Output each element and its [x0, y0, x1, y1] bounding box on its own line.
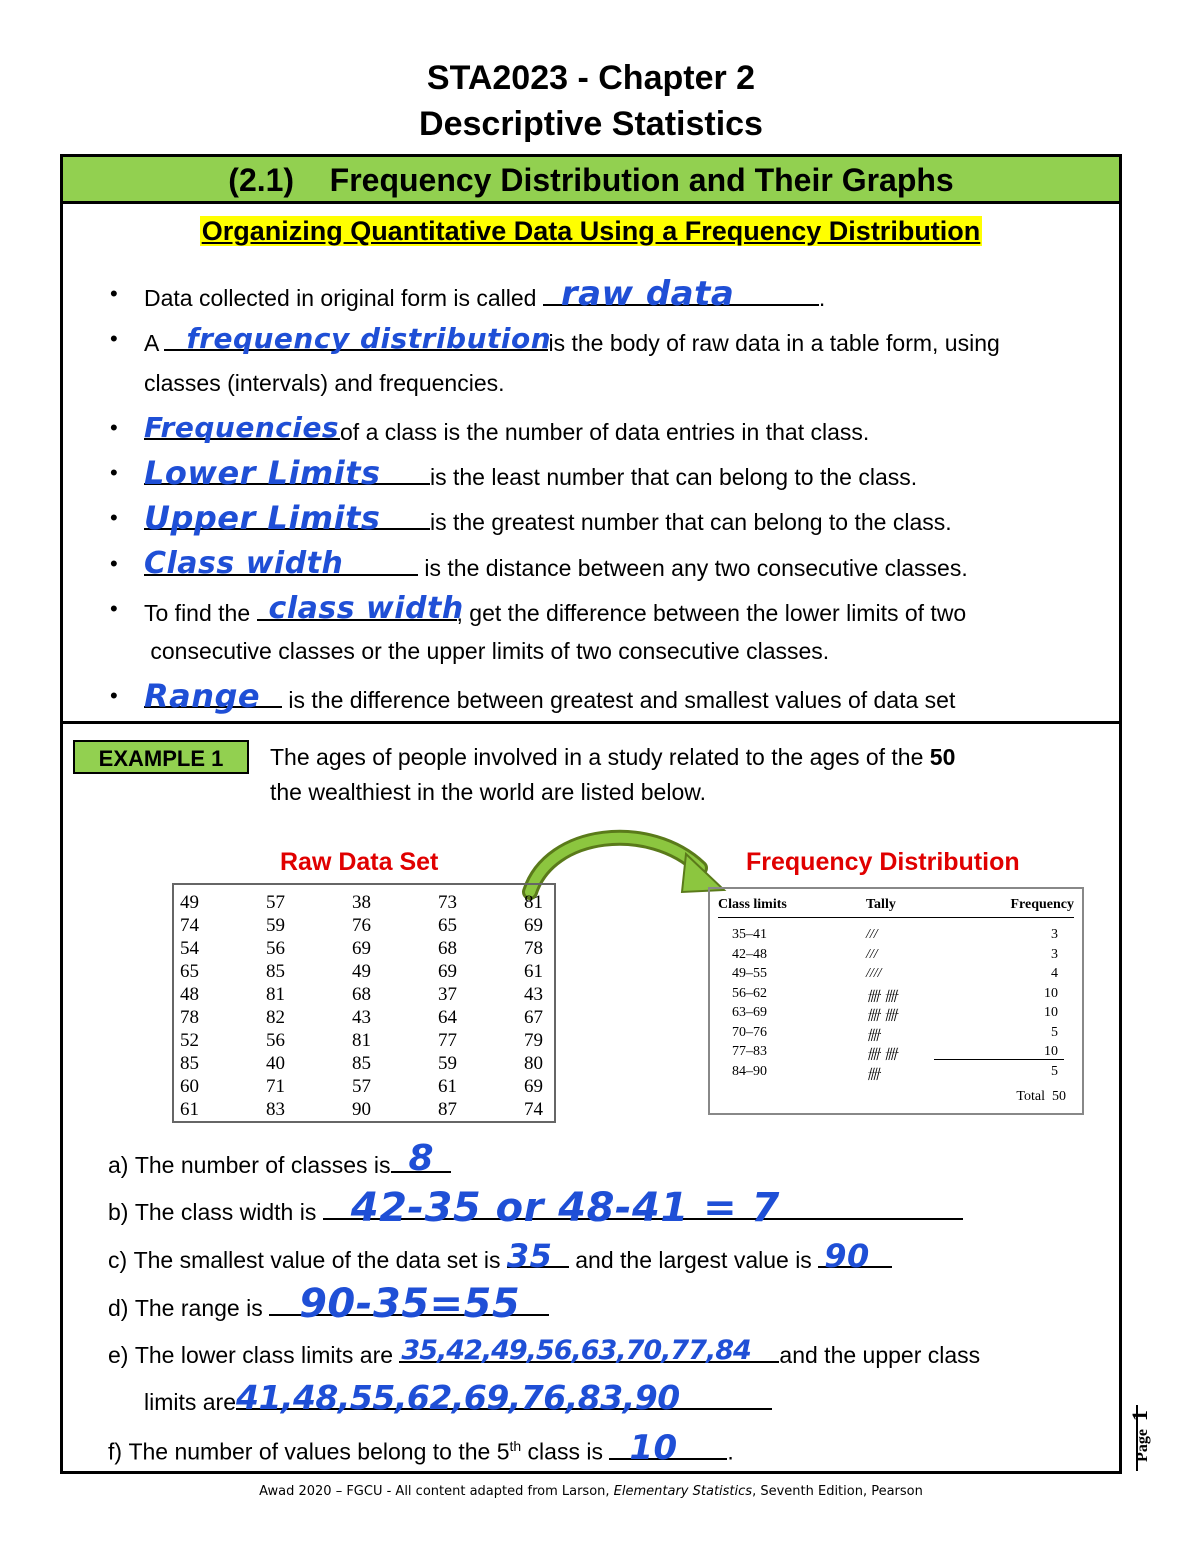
- raw-data-cell: 61: [438, 1076, 457, 1097]
- question-f: f) The number of values belong to the 5th class is 10 .: [108, 1427, 734, 1468]
- blank-smallest: [506, 1237, 569, 1275]
- raw-data-cell: 81: [524, 892, 543, 913]
- raw-data-row: [180, 960, 610, 983]
- doc-title-line2: Descriptive Statistics: [419, 105, 763, 143]
- bullet-dot: •: [110, 326, 118, 351]
- raw-data-cell: 85: [180, 1053, 199, 1074]
- raw-data-cell: 48: [180, 984, 199, 1005]
- raw-data-label: Raw Data Set: [280, 848, 439, 876]
- section-divider: [63, 721, 1119, 724]
- raw-data-cell: 85: [266, 961, 285, 982]
- question-a: a) The number of classes is 8: [108, 1147, 451, 1179]
- freq-class-limits: 35–41: [732, 927, 767, 942]
- freq-tally: 卌 卌: [866, 1009, 898, 1024]
- answer-frequency-distribution: frequency distribution: [186, 322, 552, 355]
- raw-data-cell: 77: [438, 1030, 457, 1051]
- raw-data-cell: 56: [266, 1030, 285, 1051]
- raw-data-row: [180, 1075, 610, 1098]
- freq-header-class-limits: Class limits: [718, 897, 787, 912]
- raw-data-cell: 78: [524, 938, 543, 959]
- answer-range: Range: [144, 677, 261, 715]
- raw-data-cell: 74: [180, 915, 199, 936]
- total-rule: [934, 1059, 1064, 1060]
- question-d: d) The range is 90-35=55: [108, 1290, 549, 1322]
- blank-range: [144, 677, 282, 715]
- section-heading: (2.1) Frequency Distribution and Their Graphs: [63, 157, 1119, 204]
- page-number-tag: [1128, 1405, 1152, 1475]
- raw-data-cell: 57: [266, 892, 285, 913]
- raw-data-cell: 65: [180, 961, 199, 982]
- blank-frequencies: [144, 411, 340, 444]
- freq-tally: 卌 卌: [866, 989, 898, 1005]
- raw-data-row: [180, 1098, 610, 1121]
- raw-data-cell: 74: [524, 1099, 543, 1120]
- raw-data-cell: 68: [352, 984, 371, 1005]
- raw-data-cell: 60: [180, 1076, 199, 1097]
- blank-find-class-width: [257, 591, 464, 626]
- blank-lower-limits-list: [399, 1335, 779, 1366]
- blank-lower-limits: [144, 454, 430, 492]
- bullet-dot: •: [110, 505, 118, 530]
- raw-data-cell: 69: [352, 938, 371, 959]
- raw-data-row: [180, 983, 610, 1006]
- freq-count: 3: [1051, 927, 1058, 942]
- answer-frequencies: Frequencies: [144, 411, 340, 444]
- raw-data-cell: 65: [438, 915, 457, 936]
- blank-largest: [818, 1237, 892, 1275]
- freq-row: [732, 927, 1072, 947]
- freq-count: 5: [1051, 1024, 1058, 1040]
- bullet-dot: •: [110, 281, 118, 306]
- answer-range-calc: 90-35=55: [299, 1281, 521, 1327]
- footer-citation: Awad 2020 – FGCU - All content adapted from Larson, Elementary Statistics, Seventh Edition, Pearson: [259, 1484, 923, 1499]
- raw-data-cell: 85: [352, 1053, 371, 1074]
- bullet-frequency-distribution: • A frequency distribution is the body of raw data in a table form, using: [110, 322, 1000, 356]
- blank-upper-limits: [144, 499, 430, 537]
- freq-class-limits: 70–76: [732, 1024, 767, 1040]
- example-text-line1: The ages of people involved in a study related to the ages of the 50: [270, 744, 956, 770]
- raw-data-cell: 69: [438, 961, 457, 982]
- bullet-frequency-distribution-cont: classes (intervals) and frequencies.: [144, 370, 505, 396]
- raw-data-cell: 49: [352, 961, 371, 982]
- freq-count: 10: [1044, 985, 1058, 1001]
- freq-tally: ///: [866, 927, 878, 942]
- raw-data-cell: 68: [438, 938, 457, 959]
- raw-data-cell: 56: [266, 938, 285, 959]
- freq-header: [718, 897, 1074, 918]
- answer-upper-limits: Upper Limits: [144, 499, 381, 537]
- raw-data-row: [180, 914, 610, 937]
- answer-find-class-width: class width: [268, 591, 464, 626]
- raw-data-cell: 43: [524, 984, 543, 1005]
- raw-data-row: [180, 1052, 610, 1075]
- blank-upper-limits-list: [236, 1378, 772, 1417]
- freq-class-limits: 84–90: [732, 1063, 767, 1079]
- raw-data-cell: 59: [438, 1053, 457, 1074]
- freq-count: 10: [1044, 1044, 1058, 1059]
- raw-data-cell: 69: [524, 915, 543, 936]
- page-label: Page 1: [1126, 1410, 1152, 1462]
- raw-data-row: [180, 891, 610, 914]
- raw-data-cell: 90: [352, 1099, 371, 1120]
- bullet-dot: •: [110, 683, 118, 708]
- blank-class-width: [144, 546, 418, 581]
- answer-upper-limits-list: 41,48,55,62,69,76,83,90: [236, 1378, 680, 1417]
- bullet-dot: •: [110, 415, 118, 440]
- bullet-lower-limits: • Lower Limits is the least number that can belong to the class.: [110, 454, 918, 492]
- subheading: Organizing Quantitative Data Using a Frequency Distribution: [201, 216, 981, 246]
- freq-class-limits: 42–48: [732, 946, 767, 962]
- freq-total: Total 50: [1016, 1089, 1066, 1104]
- raw-data-cell: 61: [524, 961, 543, 982]
- freq-row: [732, 947, 1072, 967]
- freq-class-limits: 49–55: [732, 966, 767, 981]
- freq-class-limits: 77–83: [732, 1044, 767, 1059]
- raw-data-cell: 69: [524, 1076, 543, 1097]
- question-e-cont: limits are 41,48,55,62,69,76,83,90: [144, 1384, 772, 1416]
- freq-count: 5: [1051, 1063, 1058, 1079]
- raw-data-cell: 43: [352, 1007, 371, 1028]
- raw-data-cell: 49: [180, 892, 199, 913]
- question-c: c) The smallest value of the data set is 35 and the largest value is 90: [108, 1242, 892, 1274]
- raw-data-cell: 61: [180, 1099, 199, 1120]
- raw-data-cell: 81: [352, 1030, 371, 1051]
- freq-tally: ///: [866, 946, 878, 962]
- freq-class-limits: 56–62: [732, 985, 767, 1001]
- bullet-frequencies: • Frequencies of a class is the number of data entries in that class.: [110, 411, 870, 445]
- raw-data-cell: 87: [438, 1099, 457, 1120]
- bullet-upper-limits: • Upper Limits is the greatest number that can belong to the class.: [110, 499, 952, 537]
- question-b: b) The class width is 42-35 or 48-41 = 7: [108, 1194, 963, 1226]
- freq-row: [732, 1025, 1072, 1045]
- raw-data-cell: 37: [438, 984, 457, 1005]
- raw-data-cell: 79: [524, 1030, 543, 1051]
- frequency-table: [708, 887, 1084, 1115]
- raw-data-cell: 73: [438, 892, 457, 913]
- raw-data-grid: [180, 891, 610, 1121]
- freq-dist-label: Frequency Distribution: [746, 848, 1020, 876]
- freq-row: [732, 986, 1072, 1006]
- raw-data-cell: 40: [266, 1053, 285, 1074]
- freq-tally: ////: [866, 966, 882, 981]
- freq-header-tally: Tally: [866, 897, 896, 912]
- bullet-class-width: • Class width is the distance between any two consecutive classes.: [110, 546, 968, 581]
- bullet-range: • Range is the difference between greatest and smallest values of data set: [110, 677, 956, 715]
- answer-largest: 90: [824, 1237, 870, 1275]
- answer-class-width-calc: 42-35 or 48-41 = 7: [350, 1185, 780, 1231]
- raw-data-cell: 81: [266, 984, 285, 1005]
- raw-data-cell: 54: [180, 938, 199, 959]
- question-e: e) The lower class limits are 35,42,49,56,63,70,77,84 and the upper class: [108, 1335, 981, 1368]
- raw-data-cell: 71: [266, 1076, 285, 1097]
- raw-data-cell: 82: [266, 1007, 285, 1028]
- freq-class-limits: 63–69: [732, 1005, 767, 1020]
- freq-count: 10: [1044, 1005, 1058, 1020]
- bullet-raw-data: • Data collected in original form is called raw data .: [110, 274, 826, 314]
- blank-raw-data: [543, 274, 819, 314]
- freq-tally: 卌: [866, 1067, 880, 1083]
- freq-row: [732, 1044, 1072, 1064]
- raw-data-cell: 57: [352, 1076, 371, 1097]
- freq-tally: 卌 卌: [866, 1048, 898, 1063]
- raw-data-cell: 64: [438, 1007, 457, 1028]
- raw-data-cell: 80: [524, 1053, 543, 1074]
- blank-fifth-class: [609, 1427, 727, 1468]
- answer-smallest: 35: [506, 1237, 553, 1275]
- raw-data-cell: 38: [352, 892, 371, 913]
- raw-data-row: [180, 1029, 610, 1052]
- bullet-find-class-width: • To find the class width , get the difference between the lower limits of two: [110, 591, 967, 626]
- bullet-dot: •: [110, 596, 118, 621]
- raw-data-cell: 83: [266, 1099, 285, 1120]
- example-text-line2: the wealthiest in the world are listed below.: [270, 779, 706, 805]
- freq-count: 3: [1051, 946, 1058, 962]
- raw-data-table: [172, 883, 556, 1123]
- answer-lower-limits: Lower Limits: [144, 454, 381, 492]
- answer-lower-limits-list: 35,42,49,56,63,70,77,84: [401, 1335, 751, 1366]
- blank-frequency-distribution: [164, 322, 552, 355]
- raw-data-row: [180, 937, 610, 960]
- subheading-wrap: [0, 216, 1182, 247]
- answer-raw-data: raw data: [560, 274, 735, 314]
- bullet-find-class-width-cont: consecutive classes or the upper limits of two consecutive classes.: [144, 638, 830, 664]
- example-badge: EXAMPLE 1: [73, 740, 249, 774]
- freq-row: [732, 966, 1072, 986]
- answer-num-classes: 8: [408, 1138, 435, 1179]
- raw-data-cell: 78: [180, 1007, 199, 1028]
- freq-count: 4: [1051, 966, 1058, 981]
- freq-row: [732, 1064, 1072, 1084]
- raw-data-cell: 59: [266, 915, 285, 936]
- freq-tally: 卌: [866, 1028, 880, 1044]
- freq-header-frequency: Frequency: [1010, 897, 1074, 912]
- raw-data-cell: 67: [524, 1007, 543, 1028]
- answer-class-width: Class width: [144, 546, 344, 581]
- bullet-dot: •: [110, 551, 118, 576]
- raw-data-cell: 52: [180, 1030, 199, 1051]
- blank-num-classes: [391, 1138, 451, 1179]
- raw-data-cell: 76: [352, 915, 371, 936]
- freq-row: [732, 1005, 1072, 1025]
- answer-fifth-class: 10: [629, 1427, 678, 1468]
- doc-title-line1: STA2023 - Chapter 2: [426, 59, 756, 97]
- bullet-dot: •: [110, 460, 118, 485]
- raw-data-row: [180, 1006, 610, 1029]
